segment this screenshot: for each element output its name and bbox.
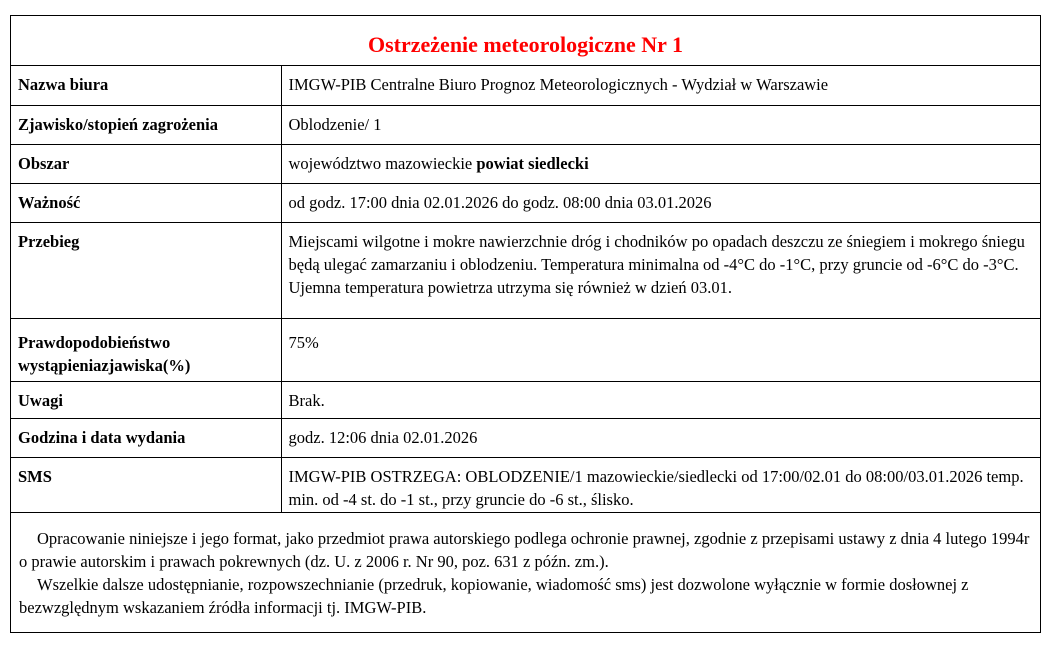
- table-row: [11, 105, 1040, 144]
- row-label-waznosc: Ważność: [11, 183, 281, 222]
- row-label-prawdopodobienstwo: Prawdopodobieństwo wystąpieniazjawiska(%): [11, 318, 281, 381]
- table-row: [11, 318, 1040, 381]
- footer-indent: [19, 529, 37, 548]
- row-label-obszar: Obszar: [11, 144, 281, 183]
- footer-indent: [19, 575, 37, 594]
- row-label-sms: SMS: [11, 457, 281, 512]
- row-value-obszar: [281, 144, 1040, 183]
- row-value-uwagi: Brak.: [281, 381, 1040, 418]
- footer-text-2: Wszelkie dalsze udostępnianie, rozpowszechnianie (przedruk, kopiowanie, wiadomość sms) jest dozwolone wyłącznie w formie dosłownej z bezwzględnym wskazaniem źródła informacji tj. IMGW-PIB.: [19, 574, 969, 617]
- table-row: [11, 144, 1040, 183]
- row-value-biuro: IMGW-PIB Centralne Biuro Prognoz Meteorologicznych - Wydział w Warszawie: [281, 66, 1040, 105]
- row-label-zjawisko: Zjawisko/stopień zagrożenia: [11, 105, 281, 144]
- row-value-sms: IMGW-PIB OSTRZEGA: OBLODZENIE/1 mazowieckie/siedlecki od 17:00/02.01 do 08:00/03.01.2026 temp. min. od -4 st. do -1 st., przy gruncie do -6 st., ślisko.: [281, 457, 1040, 512]
- document-title: Ostrzeżenie meteorologiczne Nr 1: [11, 16, 1040, 66]
- obszar-bold: powiat siedlecki: [476, 153, 589, 173]
- row-value-waznosc: od godz. 17:00 dnia 02.01.2026 do godz. 08:00 dnia 03.01.2026: [281, 183, 1040, 222]
- table-row: [11, 222, 1040, 318]
- row-label-godzina: Godzina i data wydania: [11, 418, 281, 457]
- table-row: [11, 381, 1040, 418]
- copyright-footer: [11, 513, 1040, 619]
- table-row: [11, 457, 1040, 512]
- row-value-przebieg: Miejscami wilgotne i mokre nawierzchnie dróg i chodników po opadach deszczu ze śniegiem i mokrego śniegu będą ulegać zamarzaniu i oblodzeniu. Temperatura minimalna od -4°C do -1°C, przy gruncie od -6°C do -3°C. Ujemna temperatura powietrza utrzyma się również w dzień 03.01.: [281, 222, 1040, 318]
- row-value-godzina: godz. 12:06 dnia 02.01.2026: [281, 418, 1040, 457]
- table-row: [11, 418, 1040, 457]
- row-label-przebieg: Przebieg: [11, 222, 281, 318]
- footer-text-1: Opracowanie niniejsze i jego format, jako przedmiot prawa autorskiego podlega ochronie prawnej, zgodnie z przepisami ustawy z dnia 4 lutego 1994r o prawie autorskim i prawach pokrewnych (dz. U. z 2006 r. Nr 90, poz. 631 z późn. zm.).: [19, 528, 1030, 571]
- row-label-uwagi: Uwagi: [11, 381, 281, 418]
- footer-paragraph-1: [19, 527, 1032, 573]
- footer-paragraph-2: [19, 573, 1032, 619]
- row-value-zjawisko: Oblodzenie/ 1: [281, 105, 1040, 144]
- table-row: [11, 66, 1040, 105]
- warning-table: [11, 66, 1040, 513]
- warning-document: [10, 15, 1041, 633]
- table-row: [11, 183, 1040, 222]
- obszar-plain: województwo mazowieckie: [288, 153, 477, 173]
- row-label-biuro: Nazwa biura: [11, 66, 281, 105]
- row-value-prawdopodobienstwo: 75%: [281, 318, 1040, 381]
